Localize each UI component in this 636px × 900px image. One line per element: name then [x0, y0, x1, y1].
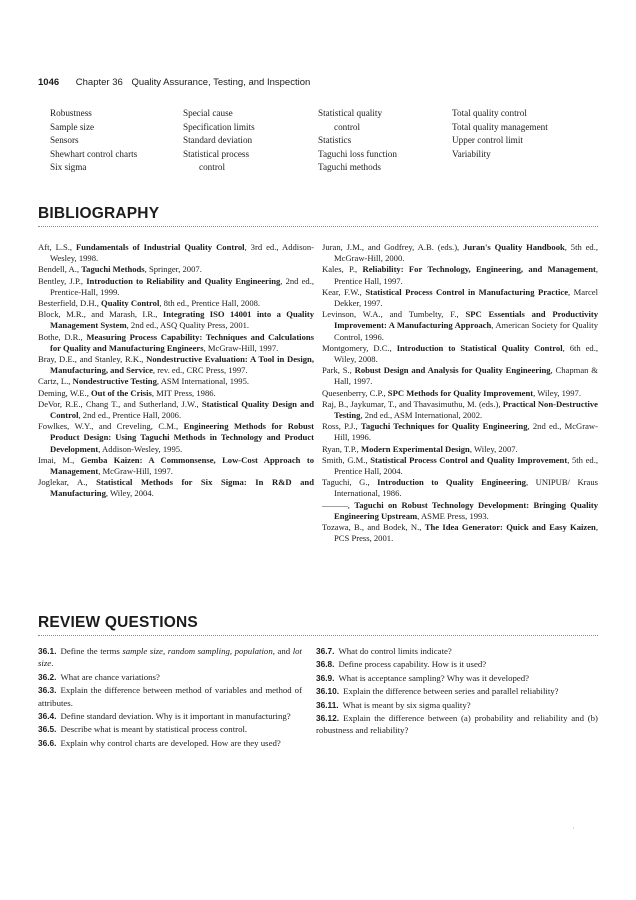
key-term: Six sigma	[50, 162, 87, 173]
entry-publication: , Wiley, 2004.	[105, 488, 154, 499]
entry-author: Kear, F.W.,	[322, 286, 366, 297]
entry-author: Ross, P.J.,	[322, 421, 361, 432]
entry-title: Introduction to Reliability and Quality Engineering	[86, 275, 281, 286]
bibliography-entry	[322, 522, 598, 544]
entry-publication: , Marcel Dekker, 1997.	[334, 286, 598, 309]
entry-publication: , McGraw-Hill, 1997.	[98, 466, 173, 477]
question-number: 36.11.	[316, 699, 339, 710]
question-number: 36.12.	[316, 713, 340, 724]
entry-title: Statistical Process Control and Quality Improvement	[370, 454, 568, 465]
entry-title: Modern Experimental Design	[360, 443, 470, 454]
entry-publication: , Springer, 2007.	[144, 264, 202, 275]
key-term: Total quality management	[452, 121, 548, 132]
entry-publication: , Prentice Hall, 1997.	[334, 264, 598, 286]
key-term: Taguchi methods	[318, 162, 381, 173]
entry-publication: , 8th ed., Prentice Hall, 2008.	[159, 298, 261, 309]
review-question	[38, 737, 302, 749]
entry-author: Smith, G.M.,	[322, 454, 371, 465]
review-question	[38, 684, 302, 709]
bibliography-entry	[322, 309, 598, 343]
page-number: 1046	[38, 77, 60, 88]
bibliography-entry	[38, 309, 314, 331]
chapter-label: Chapter 36	[75, 77, 123, 88]
key-term: Statistics	[318, 135, 352, 146]
key-term: Statistical process	[183, 148, 250, 159]
review-question	[38, 723, 302, 735]
question-term: lot size	[38, 646, 302, 669]
entry-publication: , Chapman & Hall, 1997.	[334, 365, 598, 387]
entry-title: Reliability: For Technology, Engineering, and Management	[362, 264, 596, 275]
key-term: control	[334, 121, 361, 132]
bibliography-entry	[322, 388, 598, 399]
entry-author: ———,	[322, 499, 355, 510]
question-number: 36.4.	[38, 711, 57, 722]
question-number: 36.9.	[316, 672, 335, 683]
entry-title: SPC Methods for Quality Improvement	[387, 387, 534, 398]
bibliography-entry	[322, 242, 598, 264]
entry-publication: , 6th ed., Wiley, 2008.	[334, 342, 598, 365]
question-number: 36.7.	[316, 646, 335, 656]
entry-publication: , McGraw-Hill, 1997.	[203, 342, 279, 353]
review-question	[38, 645, 302, 670]
bibliography-entry	[38, 388, 314, 399]
bibliography-entry	[38, 421, 314, 455]
entry-author: Bothe, D.R.,	[38, 331, 87, 342]
question-number: 36.5.	[38, 724, 57, 735]
bibliography-heading: BIBLIOGRAPHY	[38, 205, 160, 222]
entry-title: Statistical Quality Design and Control	[50, 398, 314, 421]
entry-author: Deming, W.E.,	[38, 387, 91, 398]
bibliography-entry	[38, 455, 314, 477]
question-text: Explain the difference between series and parallel reliability?	[343, 686, 559, 697]
review-question	[316, 712, 598, 737]
bibliography-entry	[38, 376, 314, 387]
key-term: Sample size	[50, 121, 95, 132]
review-question	[316, 672, 598, 684]
entry-title: Gemba Kaizen: A Commonsense, Low-Cost Approach to Management	[50, 454, 314, 477]
bibliography-entry	[322, 444, 598, 455]
entry-author: Bendell, A.,	[38, 264, 82, 275]
review-question	[316, 685, 598, 697]
bibliography-entry	[322, 421, 598, 443]
entry-title: Statistical Methods for Six Sigma: In R&D and Manufacturing	[50, 477, 314, 499]
entry-author: Tozawa, B., and Bodek, N.,	[322, 522, 425, 533]
entry-publication: , PCS Press, 2001.	[334, 522, 598, 544]
bibliography-entry	[322, 365, 598, 387]
entry-publication: , Addison-Wesley, 1995.	[98, 443, 183, 454]
question-number: 36.10.	[316, 686, 340, 697]
key-term: Total quality control	[452, 108, 527, 118]
question-number: 36.6.	[38, 737, 57, 748]
entry-author: DeVor, R.E., Chang T., and Sutherland, J.W.,	[38, 398, 202, 409]
section-divider	[38, 635, 598, 636]
entry-title: Nondestructive Evaluation: A Tool in Design, Manufacturing, and Service	[50, 354, 314, 376]
question-text: Explain the difference between (a) probability and reliability and (b) robustness and reliability?	[316, 713, 598, 736]
entry-title: Juran's Quality Handbook	[463, 242, 565, 252]
key-term: Standard deviation	[183, 135, 253, 146]
bibliography-entry	[322, 287, 598, 309]
chapter-title: Quality Assurance, Testing, and Inspection	[131, 77, 311, 88]
entry-author: Aft, L.S.,	[38, 242, 77, 252]
review-question	[316, 699, 598, 711]
review-questions-heading: REVIEW QUESTIONS	[38, 614, 198, 631]
key-term: Taguchi loss function	[318, 148, 397, 159]
entry-title: Practical Non-Destructive Testing	[334, 398, 598, 421]
question-text: What is acceptance sampling? Why was it developed?	[338, 672, 530, 683]
entry-publication: , Wiley, 1997.	[533, 387, 581, 398]
bibliography-entry	[38, 477, 314, 499]
question-text: Define standard deviation. Why is it important in manufacturing?	[60, 711, 291, 722]
entry-title: Taguchi on Robust Technology Development: Bringing Quality Engineering Upstream	[334, 499, 599, 521]
entry-author: Block, M.R., and Marash, I.R.,	[38, 309, 163, 320]
entry-publication: , 3rd ed., Addison-Wesley, 1998.	[50, 242, 314, 264]
bibliography-entry	[322, 455, 598, 477]
question-text: What do control limits indicate?	[338, 646, 452, 656]
key-terms-column-4	[452, 107, 548, 161]
key-terms-column-2	[183, 107, 255, 175]
entry-publication: , 2nd ed., Prentice Hall, 2006.	[78, 410, 182, 421]
key-term: Robustness	[50, 108, 92, 118]
bibliography-entry	[38, 332, 314, 354]
entry-author: Taguchi, G.,	[322, 477, 378, 488]
entry-author: Joglekar, A.,	[38, 477, 97, 488]
entry-publication: , 5th ed., Prentice Hall, 2004.	[334, 454, 598, 477]
entry-title: Taguchi Methods	[81, 264, 145, 275]
entry-publication: , rev. ed., CRC Press, 1997.	[152, 365, 248, 376]
question-text: Define the terms	[60, 646, 123, 656]
question-text: Describe what is meant by statistical process control.	[60, 724, 248, 735]
entry-title: Statistical Process Control in Manufacturing Practice	[365, 286, 569, 297]
key-term: Statistical quality	[318, 108, 383, 118]
entry-author: Park, S.,	[322, 365, 355, 376]
bibliography-entry	[38, 264, 314, 275]
bibliography-entry	[322, 500, 598, 522]
question-text: .	[51, 658, 54, 669]
entry-title: Introduction to Statistical Quality Control	[396, 342, 563, 353]
entry-publication: , 5th ed., McGraw-Hill, 2000.	[334, 242, 598, 264]
bibliography-right-column	[322, 242, 598, 544]
bibliography-entry	[322, 343, 598, 365]
bibliography-entry	[38, 242, 314, 264]
key-terms-column-1	[50, 107, 137, 175]
scan-mark: ˙	[572, 826, 575, 835]
key-term: Specification limits	[183, 121, 255, 132]
entry-title: Nondestructive Testing	[72, 376, 157, 387]
entry-author: Bentley, J.P.,	[38, 275, 87, 286]
section-divider	[38, 226, 598, 227]
entry-title: Measuring Process Capability: Techniques and Calculations for Quality and Manufacturing Engineers	[50, 331, 314, 353]
question-text: Define process capability. How is it used?	[338, 659, 487, 670]
question-number: 36.3.	[38, 685, 57, 696]
entry-author: Ryan, T.P.,	[322, 443, 361, 454]
question-text: Explain the difference between method of variables and method of attributes.	[38, 685, 302, 708]
bibliography-entry	[38, 276, 314, 298]
question-number: 36.2.	[38, 671, 57, 682]
entry-author: Imai, M.,	[38, 454, 81, 465]
question-text: What are chance variations?	[60, 671, 160, 682]
entry-title: The Idea Generator: Quick and Easy Kaizen	[424, 522, 596, 533]
review-questions-right-column	[316, 645, 598, 738]
entry-publication: , 2nd ed., Prentice-Hall, 1999.	[50, 275, 315, 297]
entry-author: Cartz, L.,	[38, 376, 73, 387]
question-term: sample size, random sampling, population,	[122, 646, 275, 656]
question-number: 36.1.	[38, 646, 57, 656]
entry-title: Introduction to Quality Engineering	[377, 477, 526, 488]
entry-publication: , MIT Press, 1986.	[151, 387, 216, 398]
review-questions-left-column	[38, 645, 302, 750]
entry-author: Quesenberry, C.P.,	[322, 387, 388, 398]
entry-author: Kales, P.,	[322, 264, 363, 275]
entry-publication: , UNIPUB/ Kraus International, 1986.	[334, 477, 598, 499]
key-term: Upper control limit	[452, 135, 523, 146]
review-question	[38, 671, 302, 683]
entry-title: Integrating ISO 14001 into a Quality Management System	[50, 309, 314, 331]
entry-author: Montgomery, D.C.,	[322, 342, 397, 353]
review-question	[38, 710, 302, 722]
entry-publication: , ASME Press, 1993.	[417, 510, 489, 521]
entry-author: Levinson, W.A., and Tumbelty, F.,	[322, 309, 466, 320]
entry-publication: , 2nd ed., ASQ Quality Press, 2001.	[126, 320, 250, 331]
entry-author: Bray, D.E., and Stanley, R.K.,	[38, 354, 147, 365]
question-text: and	[274, 646, 293, 656]
review-question	[316, 645, 598, 657]
entry-title: Out of the Crisis	[91, 387, 152, 398]
entry-publication: , 2nd ed., ASM International, 2002.	[360, 410, 483, 421]
running-header	[38, 77, 310, 88]
key-term: control	[199, 162, 226, 173]
entry-author: Fowlkes, W.Y., and Creveling, C.M.,	[38, 421, 184, 432]
review-question	[316, 658, 598, 670]
key-term: Shewhart control charts	[50, 148, 138, 159]
bibliography-entry	[38, 354, 314, 376]
entry-title: Fundamentals of Industrial Quality Control	[76, 242, 245, 252]
question-text: Explain why control charts are developed. How are they used?	[60, 737, 281, 748]
entry-title: SPC Essentials and Productivity Improvement: A Manufacturing Approach	[334, 309, 598, 331]
bibliography-entry	[322, 399, 598, 421]
question-number: 36.8.	[316, 659, 335, 670]
key-terms-column-3	[318, 107, 397, 175]
bibliography-entry	[322, 264, 598, 286]
question-text: What is meant by six sigma quality?	[342, 699, 471, 710]
entry-author: Besterfield, D.H.,	[38, 298, 102, 309]
entry-publication: , ASM International, 1995.	[156, 376, 250, 387]
bibliography-left-column	[38, 242, 314, 500]
key-term: Sensors	[50, 135, 79, 146]
entry-title: Engineering Methods for Robust Product Design: Using Taguchi Methods in Technology and Product Development	[50, 421, 314, 454]
entry-publication: , American Society for Quality Control, 1996.	[334, 320, 598, 342]
entry-author: Juran, J.M., and Godfrey, A.B. (eds.),	[322, 242, 464, 252]
entry-title: Quality Control	[101, 298, 160, 309]
key-term: Variability	[452, 148, 491, 159]
entry-title: Taguchi Techniques for Quality Engineering	[360, 421, 528, 432]
entry-title: Robust Design and Analysis for Quality Engineering	[354, 365, 551, 376]
bibliography-entry	[38, 399, 314, 421]
entry-author: Raj, B., Jaykumar, T., and Thavasimuthu, M. (eds.),	[322, 398, 503, 409]
entry-publication: , Wiley, 2007.	[469, 443, 518, 454]
bibliography-entry	[38, 298, 314, 309]
entry-publication: , 2nd ed., McGraw-Hill, 1996.	[334, 421, 598, 443]
bibliography-entry	[322, 477, 598, 499]
key-term: Special cause	[183, 108, 233, 118]
